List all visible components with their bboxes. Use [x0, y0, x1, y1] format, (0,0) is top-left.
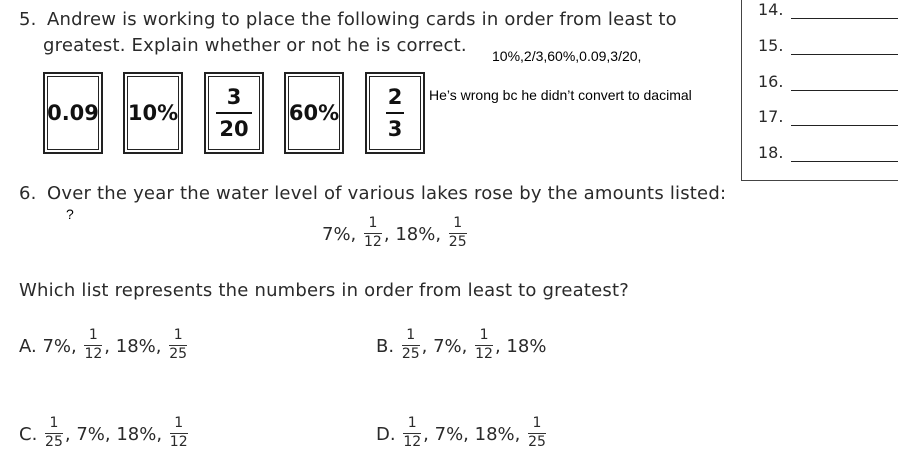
fraction-1-25: [45, 416, 63, 450]
blank-line: [791, 111, 898, 126]
q6-prompt: Over the year the water level of various lakes rose by the amounts listed:: [47, 183, 727, 204]
answer-blank-15: [758, 36, 898, 55]
card-2-3: [365, 72, 425, 154]
numerator: 1: [174, 415, 184, 431]
fraction-1-12: [364, 216, 382, 250]
value-7-percent: 7%,: [322, 224, 357, 245]
denominator: 12: [403, 434, 422, 450]
q5-prompt-line2: greatest. Explain whether or not he is correct.: [43, 35, 467, 56]
numerator: 1: [88, 327, 98, 343]
q6-question: Which list represents the numbers in order from least to greatest?: [19, 280, 629, 301]
card-0-09: [43, 72, 103, 154]
answer-blank-16: [758, 72, 898, 91]
card-label: 0.09: [47, 101, 99, 125]
q5-number: 5.: [19, 9, 37, 30]
option-part: 7%, 18%,: [434, 424, 521, 445]
blank-number: 16.: [758, 72, 784, 91]
answer-blank-17: [758, 107, 898, 126]
handwritten-order: 10%,2/3,60%,0.09,3/20,: [492, 48, 642, 64]
card-numerator: 3: [226, 85, 242, 109]
q6-value-list: 7%, $\frac{1}{12}$ , 18%, $\frac{1}{25}$: [322, 215, 467, 250]
numerator: 1: [406, 327, 416, 343]
card-label: 60%: [288, 101, 340, 125]
option-c[interactable]: C. $\frac{1}{25}$ , 7%, 18%, $\frac{1}{12}$: [19, 415, 188, 450]
option-label: A.: [19, 336, 37, 357]
numerator: 1: [49, 415, 59, 431]
numerator: 1: [479, 327, 489, 343]
card-denominator: 20: [219, 117, 249, 141]
q5-prompt-line1: Andrew is working to place the following cards in order from least to: [47, 9, 677, 30]
handwritten-answer: He’s wrong bc he didn’t convert to dacimal: [429, 87, 692, 103]
option-part: 7%,: [42, 336, 77, 357]
numerator: 1: [407, 415, 417, 431]
fraction-1-25: [402, 328, 420, 362]
numerator: 1: [368, 215, 378, 231]
denominator: 25: [45, 434, 63, 450]
option-label: C.: [19, 424, 38, 445]
blank-number: 15.: [758, 36, 784, 55]
fraction-1-12: [403, 416, 421, 450]
option-b[interactable]: B. $\frac{1}{25}$ , 7%, $\frac{1}{12}$ , 18%: [376, 327, 547, 362]
blank-line: [791, 147, 898, 162]
denominator: 25: [448, 234, 467, 250]
option-part: 18%: [506, 336, 547, 357]
card-numerator: 2: [387, 85, 403, 109]
fraction-1-25: [169, 328, 187, 362]
blank-number: 14.: [758, 0, 784, 19]
numerator: 1: [453, 215, 463, 231]
denominator: 12: [364, 234, 382, 250]
option-label: D.: [376, 424, 396, 445]
denominator: 25: [401, 346, 420, 362]
blank-line: [791, 4, 898, 19]
option-part: 18%,: [115, 336, 162, 357]
handwritten-question-mark: ?: [66, 206, 74, 222]
denominator: 12: [169, 434, 188, 450]
denominator: 25: [169, 346, 188, 362]
option-part: 7%, 18%,: [76, 424, 163, 445]
fraction-1-12: [170, 416, 188, 450]
fraction-1-12: [475, 328, 493, 362]
numerator: 1: [173, 327, 183, 343]
denominator: 12: [475, 346, 493, 362]
card-10-percent: [123, 72, 183, 154]
fraction-1-12: [84, 328, 102, 362]
answer-blank-18: [758, 143, 898, 162]
fraction-1-25: [449, 216, 467, 250]
fraction-1-25: [528, 416, 546, 450]
numerator: 1: [532, 415, 542, 431]
option-a[interactable]: A. 7%, $\frac{1}{12}$ , 18%, $\frac{1}{25}$: [19, 327, 188, 362]
answer-blank-14: [758, 0, 898, 19]
blank-number: 18.: [758, 143, 784, 162]
value-18-percent: 18%,: [395, 224, 442, 245]
option-d[interactable]: D. $\frac{1}{12}$ , 7%, 18%, $\frac{1}{25}$: [376, 415, 546, 450]
denominator: 25: [528, 434, 546, 450]
blank-number: 17.: [758, 107, 784, 126]
blank-line: [791, 76, 898, 91]
card-3-20: [204, 72, 264, 154]
option-label: B.: [376, 336, 395, 357]
card-label: 10%: [127, 101, 179, 125]
option-part: 7%,: [433, 336, 468, 357]
blank-line: [791, 40, 898, 55]
denominator: 12: [84, 346, 103, 362]
card-60-percent: [284, 72, 344, 154]
q6-number: 6.: [19, 183, 37, 204]
card-denominator: 3: [387, 117, 403, 141]
